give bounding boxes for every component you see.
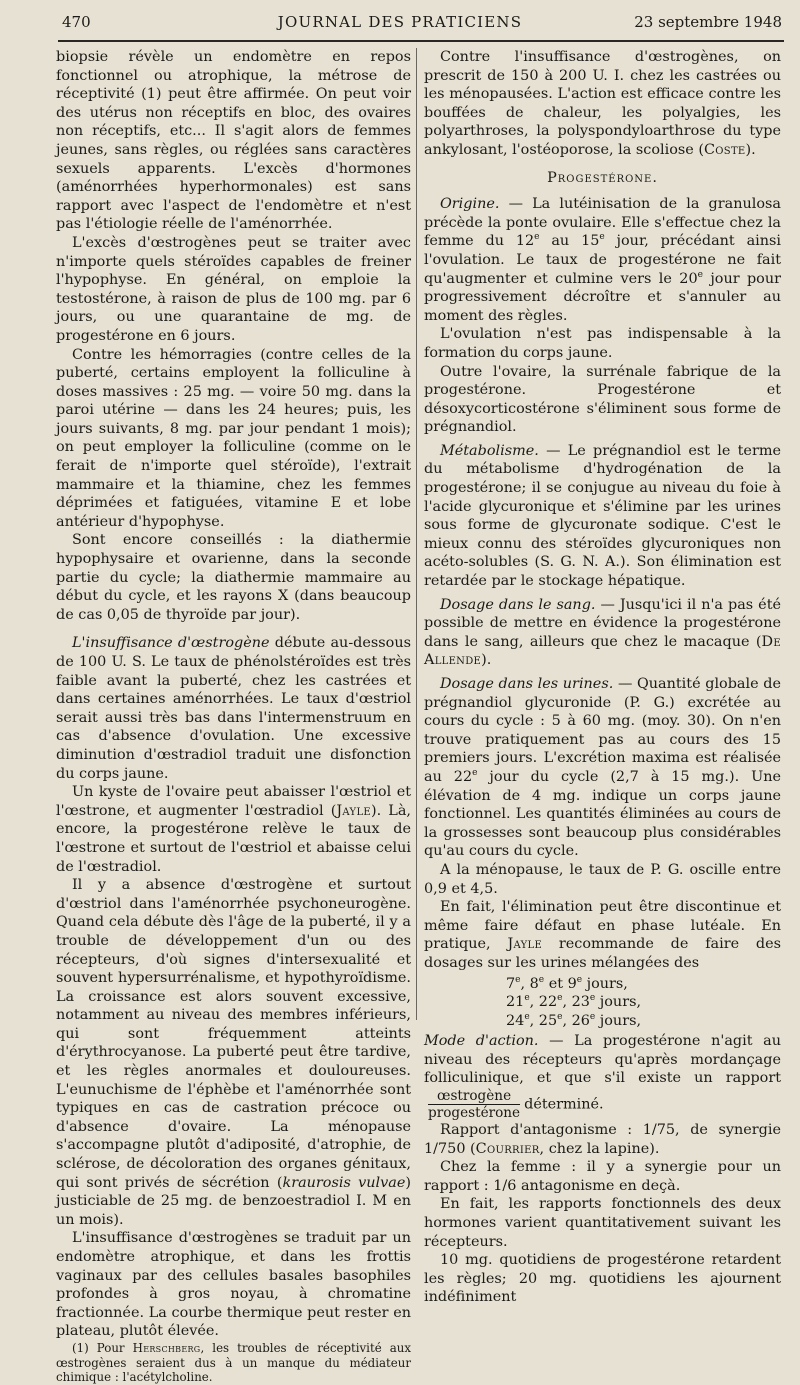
left-column (56, 48, 411, 1385)
footnote-text: , les troubles de réceptivité aux œstrogènes seraient dus à un manque du médiateur chimique : l'acétylcholine. (56, 1340, 412, 1385)
paragraph-text: Un kyste de l'ovaire peut abaisser l'œstriol et l'œstrone, et augmenter l'œstradiol ( (56, 784, 411, 819)
author-name: Herschberg (132, 1340, 201, 1355)
paragraph: A la ménopause, le taux de P. G. oscille entre 0,9 et 4,5. (424, 861, 781, 897)
days-line: 21e, 22e, 23e jours, (506, 993, 642, 1011)
paragraph: Contre les hémorragies (contre celles de la puberté, certains employent la folliculine à doses massives : 25 mg. — voire 50 mg. dans la paroi utérine — dans les 24 heures; puis, les jours suivants, 8 mg. par jour pendant 1 mois); on peut employer la folliculine (comme on le ferait de n'importe quel stéroïde), l'extrait mammaire et la thiamine, chez les femmes déprimées et fatiguées, vitamine E et lobe antérieur d'hypophyse. (56, 346, 411, 530)
paragraph (424, 898, 781, 972)
right-column (424, 48, 781, 1307)
paragraph: Chez la femme : il y a synergie pour un rapport : 1/6 antagonisme en deçà. (424, 1159, 781, 1194)
paragraph-text: ). (481, 652, 492, 669)
paragraph-text: Rapport d'antagonisme : 1/75, de synergie 1/750 ( (424, 1122, 781, 1157)
paragraph (424, 195, 781, 325)
subheading-dosage-urines: Dosage dans les urines. (440, 676, 614, 692)
paragraph: L'ovulation n'est pas indispensable à la formation du corps jaune. (424, 326, 781, 361)
paragraph-text: ) justiciable de 25 mg. de benzoestradiol I. M en un mois). (56, 1174, 411, 1228)
ratio-fraction (428, 1088, 520, 1121)
paragraph-text: — La lutéinisation de la granulosa précède la ponte ovulaire. Elle s'effectue chez la femme du 12e au 15e jour, précédant ainsi l'ovulation. Le taux de progestérone ne fait qu'augmenter et culmine vers le 20e jour pour progressivement décroître et s'annuler au moment des règles. (424, 196, 782, 324)
paragraph: 10 mg. quotidiens de progestérone retardent les règles; 20 mg. quotidiens les ajournent indéfiniment (424, 1252, 781, 1306)
term-insuffisance: L'insuffisance d'œstrogène (72, 635, 270, 652)
footnote (56, 1341, 411, 1385)
fraction-denominator: progestérone (428, 1105, 521, 1122)
paragraph-text: ). Là, encore, la progestérone relève le taux de l'œstrone et surtout de l'œstriol et abaisse celui de l'œstradiol. (56, 802, 412, 875)
author-name: Coste (704, 141, 746, 158)
header-rule (58, 40, 784, 42)
author-name: Courrier (475, 1140, 540, 1157)
page-number: 470 (62, 13, 91, 31)
column-divider (416, 48, 417, 1020)
paragraph-text: — La progestérone n'agit au niveau des récepteurs qu'après mordançage folliculinique, et que s'il existe un rapport (424, 1033, 781, 1087)
footnote-text: (1) Pour (72, 1340, 133, 1355)
paragraph-text: — Quantité globale de prégnandiol glycuronide (P. G.) excrétée au cours du cycle : 5 à 60 mg. (moy. 30). On n'en trouve pratiquement pas au cours des 15 premiers jours. L'excrétion maxima est réalisée au 22e jour du cycle (2,7 à 15 mg.). Une élévation de 4 mg. indique un corps jaune fonctionnel. Les quantités éliminées au cours de la grossesses sont beaucoup plus considérables qu'au cours du cycle. (424, 676, 782, 860)
subheading-origine: Origine. (440, 196, 500, 213)
subheading-mode-action: Mode d'action. (424, 1033, 539, 1050)
paragraph (424, 1032, 781, 1121)
journal-title: JOURNAL DES PRATICIENS (277, 13, 523, 31)
paragraph (424, 675, 781, 861)
paragraph-text: — Le prégnandiol est le terme du métabolisme d'hydrogénation de la progestérone; il se conjugue au niveau du foie à l'acide glycuronique et s'élimine par les urines sous forme de glycuronate sodique. C'est le mieux connu des stéroïdes glycuroniques non acéto-solubles (S. G. N. A.). Son élimination est retardée par le stockage hépatique. (424, 442, 781, 590)
paragraph: Sont encore conseillés : la diathermie hypophysaire et ovarienne, dans la seconde partie du cycle; la diathermie mammaire au début du cycle, et les rayons X (dans beaucoup de cas 0,05 de thyroïde par jour). (56, 532, 411, 623)
paragraph-text: Il y a absence d'œstrogène et surtout d'œstriol dans l'aménorrhée psychoneurogène. Quand cela débute dès l'âge de la puberté, il y a trouble de développement d'un ou des récepteurs, d'où signes d'intersexualité et souvent hypersurrénalisme, et hypothyroïdisme. La croissance est alors souvent excessive, notamment au niveau des membres inférieurs, qui sont fréquemment atteints d'érythrocyanose. La puberté peut être tardive, et les règles anormales et douloureuses. L'eunuchisme de l'éphèbe et l'aménorrhée sont typiques en cas de castration précoce ou d'absence d'ovaire. La ménopause s'accompagne plutôt d'adiposité, d'atrophie, de sclérose, de décoloration des organes génitaux, qui sont privés de sécrétion ( (56, 877, 411, 1191)
paragraph (56, 634, 411, 783)
days-list (424, 975, 781, 1031)
subheading-dosage-sang: Dosage dans le sang. (440, 596, 596, 613)
paragraph-text: En fait, l'élimination peut être discontinue et même faire défaut en phase lutéale. En pratique, (424, 899, 781, 953)
paragraph: Outre l'ovaire, la surrénale fabrique de la progestérone. Progestérone et désoxycorticostérone s'éliminent sous forme de prégnandiol. (424, 363, 781, 436)
paragraph (424, 1121, 781, 1158)
paragraph (56, 783, 411, 876)
author-name: De Allende (424, 633, 781, 669)
fraction-numerator: œstrogène (428, 1088, 520, 1105)
paragraph (56, 876, 411, 1229)
paragraph (424, 48, 781, 160)
paragraph-text: — Jusqu'ici il n'a pas été possible de mettre en évidence la progestérone dans le sang, ailleurs que chez le macaque ( (424, 596, 781, 650)
paragraph: biopsie révèle un endomètre en repos fonctionnel ou atrophique, la métrose de réceptivité (1) peut être affirmée. On peut voir des utérus non réceptifs en bloc, des ovaires non réceptifs, etc... Il s'agit alors de femmes jeunes, sans règles, ou réglées sans caractères sexuels apparents. L'excès d'hormones (aménorrhées hyperhormonales) est sans rapport avec l'aspect de l'endomètre et n'est pas l'étiologie réelle de l'aménorrhée. (56, 49, 411, 233)
section-heading: Progestérone. (547, 169, 658, 186)
issue-date: 23 septembre 1948 (634, 13, 782, 31)
subheading-metabolisme: Métabolisme. (440, 442, 539, 459)
days-line: 24e, 25e, 26e jours, (506, 1011, 642, 1029)
paragraph-text: , chez la lapine). (539, 1140, 660, 1157)
paragraph (424, 596, 781, 670)
term-kraurosis: kraurosis vulvae (282, 1174, 406, 1191)
paragraph-text: recommande de faire des dosages sur les urines mélangées des (424, 936, 782, 971)
paragraph (424, 442, 781, 591)
paragraph-text: déterminé. (524, 1096, 604, 1113)
paragraph: L'excès d'œstrogènes peut se traiter avec n'importe quels stéroïdes capables de freiner l'hypophyse. En général, on emploie la testostérone, à raison de plus de 100 mg. par 6 jours, ou une quarantaine de mg. de progestérone en 6 jours. (56, 234, 411, 344)
paragraph-text: débute au-dessous de 100 U. S. Le taux de phénolstéroïdes est très faible avant la puberté, chez les castrées et dans certaines aménorrhées. Le taux d'œstriol serait aussi très bas dans l'intermenstruum en cas d'absence d'ovulation. Une excessive diminution d'œstradiol traduit une disfonction du corps jaune. (56, 635, 411, 782)
days-line: 7e, 8e et 9e jours, (506, 974, 628, 992)
paragraph-text: ). (745, 141, 756, 158)
author-name: Jayle (507, 936, 543, 953)
paragraph-text: Contre l'insuffisance d'œstrogènes, on prescrit de 150 à 200 U. I. chez les castrées ou les ménopausées. L'action est efficace contre les bouffées de chaleur, les polyalgies, les polyarthroses, la polyspondyloarthrose du type ankylosant, l'ostéoporose, la scoliose ( (424, 49, 781, 158)
author-name: Jayle (336, 802, 371, 819)
paragraph: En fait, les rapports fonctionnels des deux hormones varient quantitativement suivant les récepteurs. (424, 1196, 781, 1250)
paragraph: L'insuffisance d'œstrogènes se traduit par un endomètre atrophique, et dans les frottis vaginaux par des cellules basales basophiles profondes à gros noyau, à chromatine fractionnée. La courbe thermique peut rester en plateau, plutôt élevée. (56, 1230, 411, 1340)
